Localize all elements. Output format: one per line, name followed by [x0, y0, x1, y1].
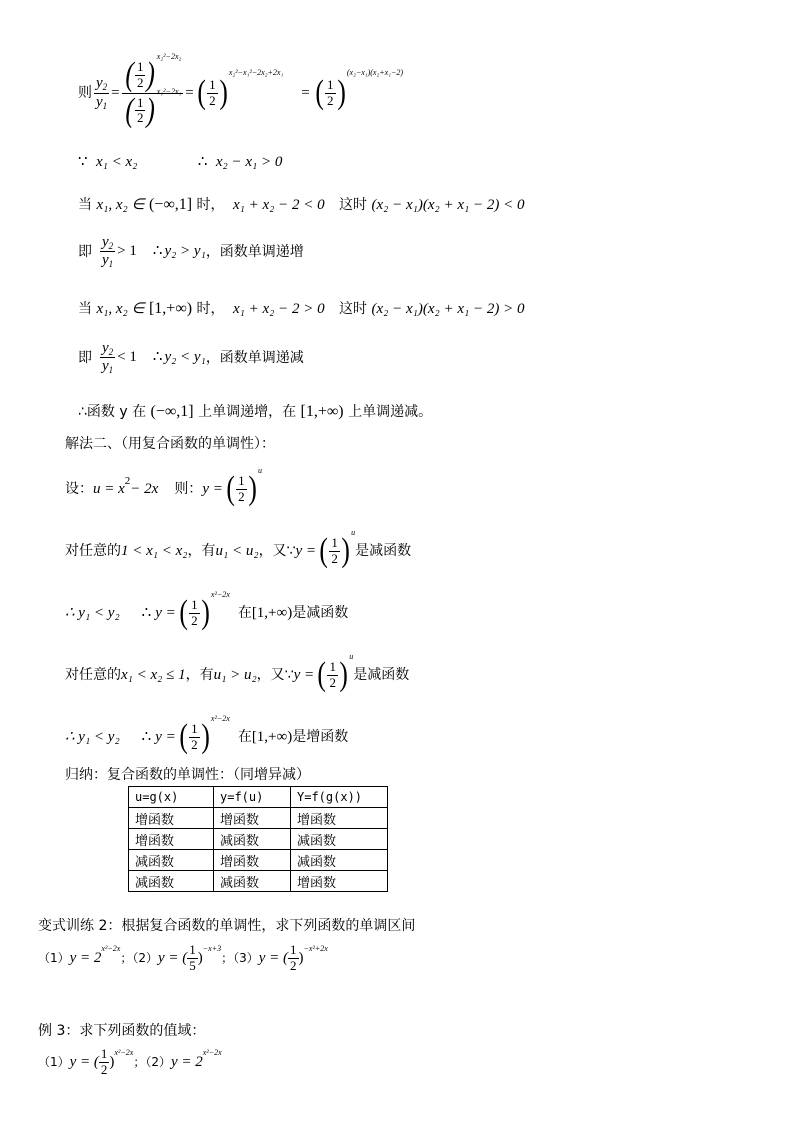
line-any-2: 对任意的 x₁ < x₂ ≤ 1 ，有 u₁ > u₂ ，又∵ y = ( $\frac{1}{2}$ ) $^u$ 是减函数	[65, 652, 410, 693]
exercise2-title: 变式训练 2：根据复合函数的单调性，求下列函数的单调区间	[38, 918, 416, 934]
line-case1: 当 x₁, x₂ ∈ (−∞,1] 时， x₁ + x₂ − 2 < 0 这时 (x₂ − x₁)(x₂ + x₁ − 2) < 0	[78, 196, 525, 213]
big-fraction: ( $\frac{1}{2}$ ) $^{x_2^2-2x_2}$ ( $\frac{1}{2}$ ) $^{x_1^2-2x_1}$	[122, 60, 184, 127]
line-case1-result: 即 $\frac{y_2}{y_1}$ > 1 ∴ y₂ > y₁ ，函数单调递增	[78, 234, 304, 270]
table-cell: 增函数	[129, 808, 214, 829]
example3-items: （1） y = ( $\frac{1}{2}$ ) $^{x^2-2x}$ ；（2） y = 2 $^{x^2-2x}$	[38, 1045, 222, 1077]
table-header-cell: Y=f(g(x))	[291, 787, 388, 808]
table-cell: 增函数	[291, 808, 388, 829]
table-cell: 减函数	[291, 850, 388, 871]
line-conclusion: ∴函数 y 在 (−∞,1] 上单调递增，在 [1,+∞) 上单调递减。	[78, 403, 433, 420]
table-cell: 减函数	[214, 871, 291, 892]
exp-middle: x₂²−x₁²−2x₂+2x₁	[228, 68, 284, 77]
table-cell: 减函数	[129, 871, 214, 892]
table-row	[129, 871, 388, 892]
table-header-cell: y=f(u)	[214, 787, 291, 808]
line-because: ∵ x₁ < x₂ ∴ x₂ − x₁ > 0	[78, 154, 283, 170]
line-case2-result: 即 $\frac{y_2}{y_1}$ < 1 ∴ y₂ < y₁ ，函数单调递减	[78, 340, 304, 376]
table-header-cell: u=g(x)	[129, 787, 214, 808]
method2-title: 解法二、（用复合函数的单调性）：	[65, 436, 275, 452]
table-cell: 增函数	[129, 829, 214, 850]
table-row	[129, 808, 388, 829]
table-cell: 减函数	[291, 829, 388, 850]
line-any-1: 对任意的 1 < x₁ < x₂ ，有 u₁ < u₂ ，又∵ y = ( $\frac{1}{2}$ ) $^u$ 是减函数	[65, 528, 412, 569]
table-cell: 增函数	[214, 808, 291, 829]
exercise2-items: （1） y = 2 $^{x^2-2x}$ ；（2） y = ( $\frac{1}{5}$ ) $^{-x+3}$ ；（3） y = ( $\frac{1}{2}$ ) $^{-x^2+2x}$	[38, 941, 328, 973]
line-result-1: ∴ y₁ < y₂ ∴ y = ( $\frac{1}{2}$ ) $^{x^2-2x}$ 在 [1,+∞) 是减函数	[65, 590, 349, 631]
line-ratio: 则 $\frac{y_2}{y_1}$ = ( $\frac{1}{2}$ ) $^{x_2^2-2x_2}$ ( $\frac{1}{2}$ ) $^{x_1^2-2x_1}$ = ( $\frac{1}{2}$ ) $^{x_2^2-x_1^2-2x_2+2x_1}$ = ( $\frac{1}{2}$ ) $^{(x_2-x_1)(x_2+x_1-2)}$	[78, 51, 404, 129]
table-cell: 增函数	[291, 871, 388, 892]
summary-title: 归纳：复合函数的单调性：（同增异减）	[65, 767, 310, 783]
exp-right: (x₂−x₁)(x₂+x₁−2)	[346, 68, 404, 77]
table-row	[129, 850, 388, 871]
table-header-row	[129, 787, 388, 808]
line-substitution: 设： u = x $^2$ − 2x 则： y = ( $\frac{1}{2}$ ) $^u$	[65, 466, 262, 507]
example3-title: 例 3：求下列函数的值域：	[38, 1023, 206, 1039]
line-result-2: ∴ y₁ < y₂ ∴ y = ( $\frac{1}{2}$ ) $^{x^2-2x}$ 在 [1,+∞) 是增函数	[65, 714, 349, 755]
ze-label: 则	[78, 85, 92, 101]
table-row	[129, 829, 388, 850]
line-case2: 当 x₁, x₂ ∈ [1,+∞) 时， x₁ + x₂ − 2 > 0 这时 (x₂ − x₁)(x₂ + x₁ − 2) > 0	[78, 300, 525, 317]
table-cell: 减函数	[214, 829, 291, 850]
table-cell: 减函数	[129, 850, 214, 871]
summary-table	[128, 786, 388, 892]
ratio-fraction: $\frac{y_2}{y_1}$	[96, 75, 108, 111]
table-cell: 增函数	[214, 850, 291, 871]
